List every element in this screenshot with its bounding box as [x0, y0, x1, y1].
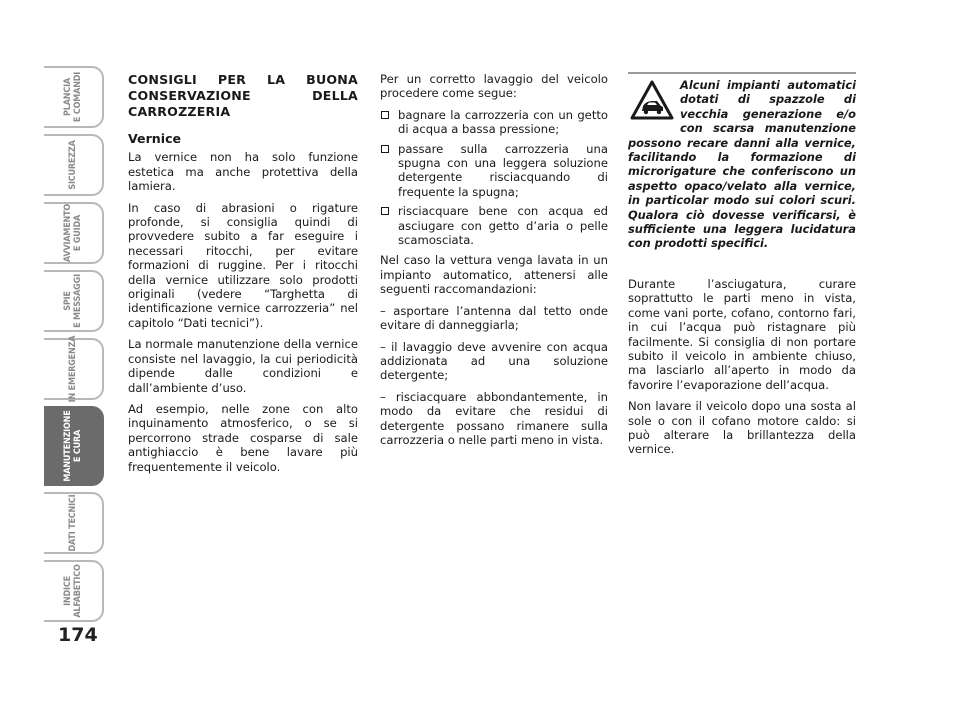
paragraph: La vernice non ha solo funzione estetica ma anche protettiva della lamiera.: [128, 150, 358, 194]
paragraph: Ad esempio, nelle zone con alto inquinamento atmosferico, o se si percorrono strade cosparse di sale antighiaccio è bene lavare più frequentemente il veicolo.: [128, 401, 358, 474]
checkbox-bullet-icon: [381, 145, 389, 153]
page-number: 174: [58, 624, 98, 646]
tab-dati-tecnici[interactable]: [44, 492, 104, 554]
list-item: bagnare la carrozzeria con un getto di acqua a bassa pressione;: [380, 108, 608, 137]
washing-steps-list: [380, 108, 608, 248]
checkbox-bullet-icon: [381, 207, 389, 215]
warning-box: [628, 72, 856, 251]
tab-label: DATI TECNICI: [68, 494, 78, 552]
paragraph: Nel caso la vettura venga lavata in un impianto automatico, attenersi alle seguenti raccomandazioni:: [380, 253, 608, 297]
paragraph: Per un corretto lavaggio del veicolo procedere come segue:: [380, 72, 608, 101]
tab-label: SPIE E MESSAGGI: [63, 274, 83, 328]
tab-label: AVVIAMENTO E GUIDA: [63, 203, 83, 263]
list-item: risciacquare bene con acqua ed asciugare con getto d’aria o pelle scamosciata.: [380, 204, 608, 247]
column-2: [380, 72, 608, 454]
tab-indice-alfabetico[interactable]: [44, 560, 104, 622]
paragraph: Non lavare il veicolo dopo una sosta al sole o con il cofano motore caldo: si può alterare la brillantezza della vernice.: [628, 399, 856, 457]
subsection-title: Vernice: [128, 131, 182, 146]
column-1: [128, 72, 358, 481]
warning-text: Alcuni impianti automatici dotati di spazzole di vecchia generazione e/o con scarsa manutenzione possono recare danni alla vernice, facilitando la formazione di microrigature che conferiscono un aspetto opaco/velato alla vernice, in particolar modo sui colori scuri. Qualora ciò dovesse verificarsi, è sufficiente una leggera lucidatura con prodotti specifici.: [628, 78, 856, 251]
tab-plancia-e-comandi[interactable]: [44, 66, 104, 128]
tab-label: SICUREZZA: [68, 140, 78, 190]
column-3: [628, 72, 856, 464]
checkbox-bullet-icon: [381, 111, 389, 119]
section-title: CONSIGLI PER LA BUONA CONSERVAZIONE DELLA CARROZZERIA: [128, 72, 358, 119]
tab-manutenzione-e-cura[interactable]: [44, 406, 104, 486]
tab-label: PLANCIA E COMANDI: [63, 71, 83, 123]
paragraph: – il lavaggio deve avvenire con acqua addizionata ad una soluzione detergente;: [380, 339, 608, 383]
column-3-body: [628, 277, 856, 457]
tab-label: IN EMERGENZA: [68, 335, 78, 403]
paragraph: – asportare l’antenna dal tetto onde evitare di danneggiarla;: [380, 303, 608, 333]
tab-in-emergenza[interactable]: [44, 335, 104, 403]
tab-sicurezza[interactable]: [44, 134, 104, 196]
tab-spie-e-messaggi[interactable]: [44, 270, 104, 332]
tab-avviamento-e-guida[interactable]: [44, 202, 104, 264]
list-item: passare sulla carrozzeria una spugna con una leggera soluzione detergente risciacquando di frequente la spugna;: [380, 142, 608, 200]
paragraph: In caso di abrasioni o rigature profonde, si consiglia quindi di provvedere subito a far eseguire i necessari ritocchi, per evitare formazioni di ruggine. Per i ritocchi della vernice utilizzare solo prodotti originali (vedere “Targhetta di identificazione vernice carrozzeria” nel capitolo “Dati tecnici”).: [128, 200, 358, 330]
tab-label: MANUTENZIONE E CURA: [63, 410, 83, 482]
paragraph: Durante l’asciugatura, curare soprattutto le parti meno in vista, come vani porte, cofano, contorno fari, in cui l’acqua può ristagnare più facilmente. Si consiglia di non portare subito il veicolo in ambiente chiuso, ma lasciarlo all’aperto in modo da favorire l’evaporazione dell’acqua.: [628, 276, 856, 392]
paragraph: La normale manutenzione della vernice consiste nel lavaggio, la cui periodicità dipende dalle condizioni e dall’ambiente d’uso.: [128, 337, 358, 395]
car-warning-triangle-icon: [630, 80, 674, 120]
paragraph: – risciacquare abbondantemente, in modo da evitare che residui di detergente possano rimanere sulla carrozzeria o nelle parti meno in vista.: [380, 389, 608, 447]
tab-label: INDICE ALFABETICO: [63, 564, 83, 618]
